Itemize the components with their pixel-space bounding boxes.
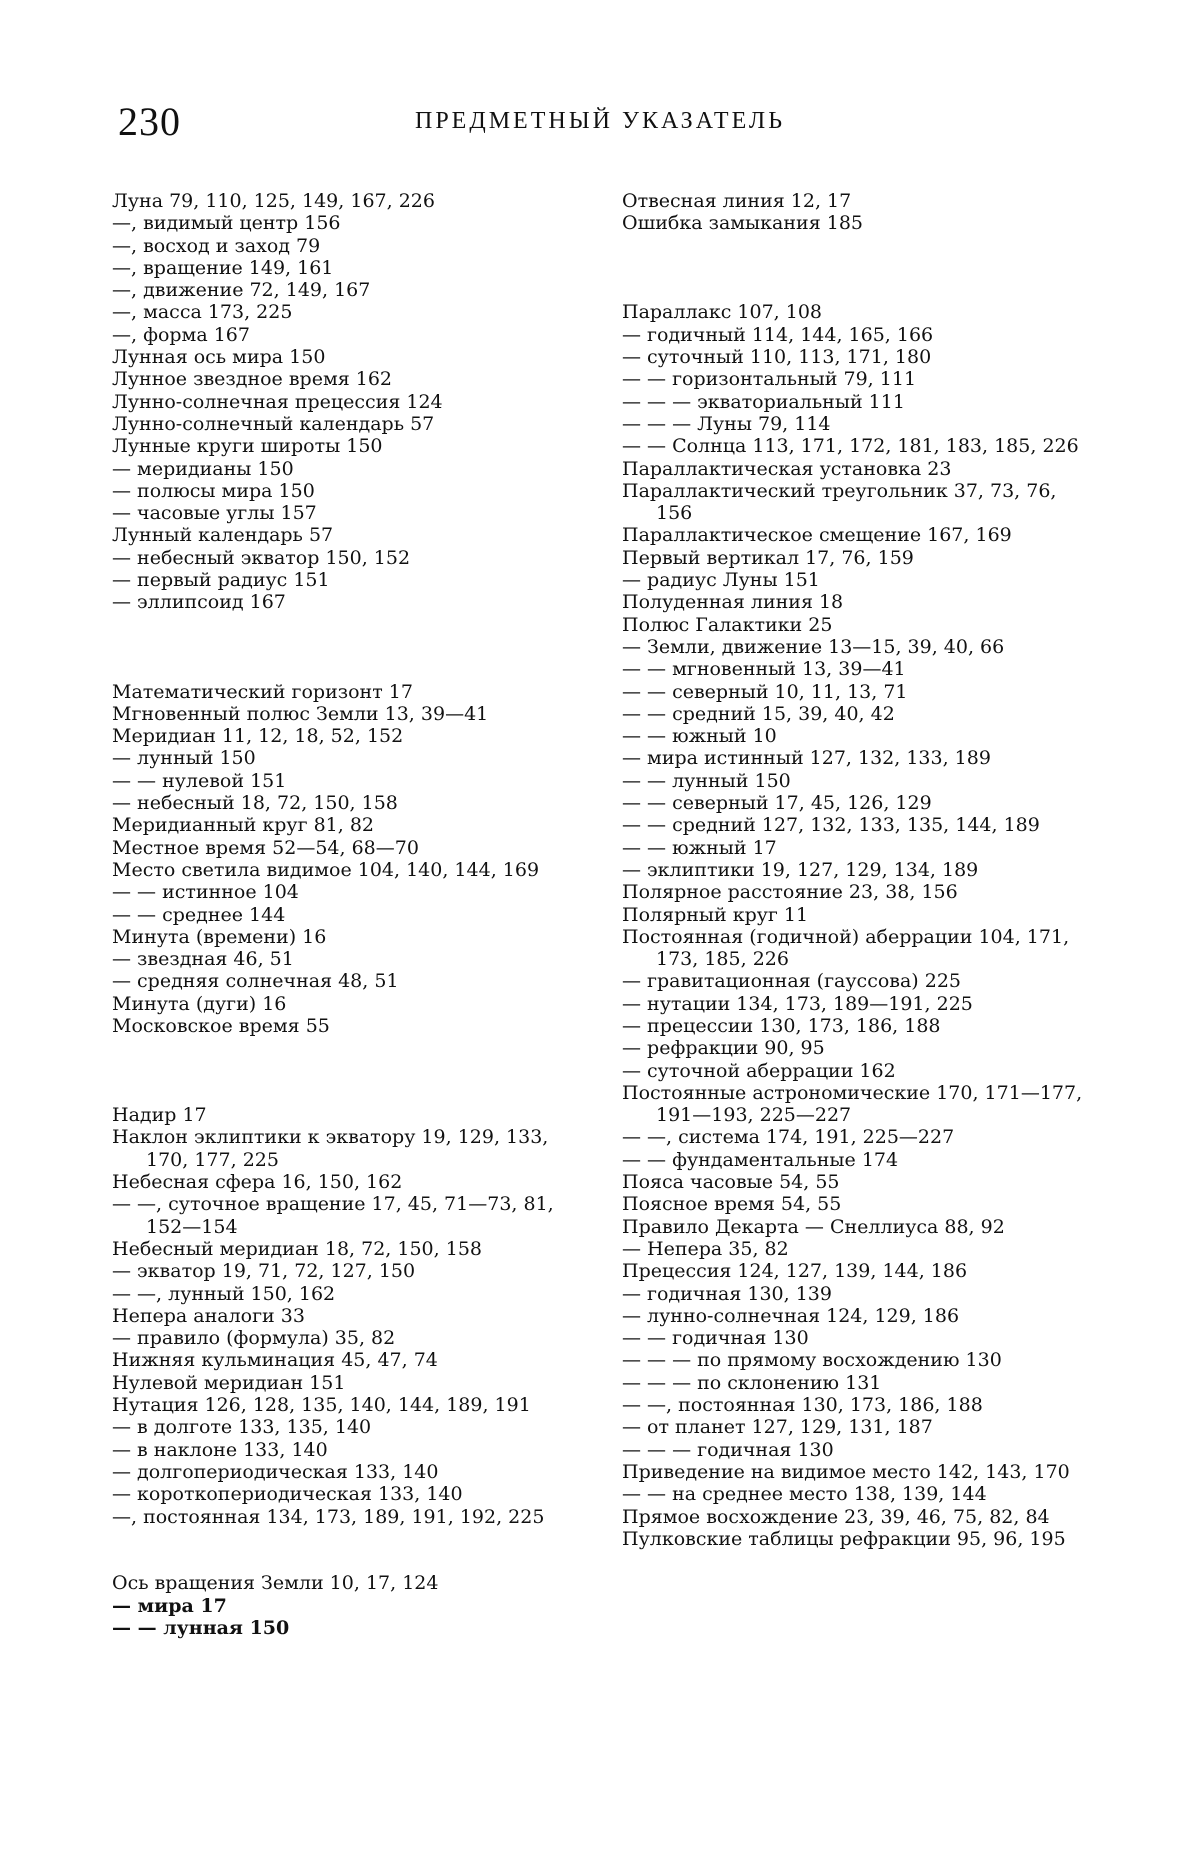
index-entry: Меридиан 11, 12, 18, 52, 152 [112,725,404,748]
index-entry: Минута (дуги) 16 [112,992,287,1015]
index-entry: —, постоянная 134, 173, 189, 191, 192, 225 [112,1505,545,1528]
index-entry: Лунный календарь 57 [112,524,334,547]
index-entry: Математический горизонт 17 [112,680,413,703]
blank-line [622,279,1092,301]
index-entry: — — южный 10 [622,725,777,748]
index-entry: — — северный 17, 45, 126, 129 [622,792,932,815]
index-entry: Мгновенный полюс Земли 13, 39—41 [112,702,489,725]
index-entry: Параллактический треугольник 37, 73, 76, 156 [622,479,1057,525]
index-entry: Пулковские таблицы рефракции 95, 96, 195 [622,1527,1066,1550]
index-entry: — — годичная 130 [622,1327,809,1350]
index-entry: Параллактическое смещение 167, 169 [622,524,1012,547]
index-entry: — — — Луны 79, 114 [622,412,831,435]
index-entry: — — — по склонению 131 [622,1371,882,1394]
index-entry: — годичный 114, 144, 165, 166 [622,323,934,346]
index-entry: — в долготе 133, 135, 140 [112,1416,372,1439]
index-entry: — —, постоянная 130, 173, 186, 188 [622,1394,983,1417]
index-entry: Минута (времени) 16 [112,925,327,948]
index-entry: Поясное время 54, 55 [622,1193,842,1216]
index-entry: —, вращение 149, 161 [112,256,334,279]
page-title: ПРЕДМЕТНЫЙ УКАЗАТЕЛЬ [414,108,785,134]
index-entry: — короткопериодическая 133, 140 [112,1483,463,1506]
index-entry: — — нулевой 151 [112,769,287,792]
index-column-left [112,190,590,1639]
index-entry: — лунный 150 [112,747,256,770]
index-entry: — мира 17 [112,1594,227,1617]
index-entry: — — истинное 104 [112,881,299,904]
index-entry: — меридианы 150 [112,457,294,480]
index-entry: — нутации 134, 173, 189—191, 225 [622,992,973,1015]
index-entry: — мира истинный 127, 132, 133, 189 [622,747,991,770]
index-entry: — прецессии 130, 173, 186, 188 [622,1014,941,1037]
index-entry: — от планет 127, 129, 131, 187 [622,1416,933,1439]
index-entry: Полуденная линия 18 [622,591,844,614]
index-entry: — долгопериодическая 133, 140 [112,1460,439,1483]
index-entry: — эклиптики 19, 127, 129, 134, 189 [622,858,979,881]
index-entry: Полярный круг 11 [622,903,809,926]
index-entry: — — на среднее место 138, 139, 144 [622,1483,987,1506]
index-entry: Постоянные астрономические 170, 171—177, 191—193, 225—227 [622,1081,1083,1127]
index-entry: — — северный 10, 11, 13, 71 [622,680,908,703]
index-entry: — Непера 35, 82 [622,1237,789,1260]
index-entry: — — средний 127, 132, 133, 135, 144, 189 [622,814,1040,837]
page-number: 230 [118,99,181,144]
index-entry: — — — по прямому восхождению 130 [622,1349,1002,1372]
index-entry: Лунно-солнечная прецессия 124 [112,390,443,413]
index-entry: Ошибка замыкания 185 [622,212,863,235]
index-entry: — первый радиус 151 [112,569,330,592]
index-entry: Пояса часовые 54, 55 [622,1171,840,1194]
index-entry: — — — годичная 130 [622,1438,834,1461]
index-entry: —, масса 173, 225 [112,301,293,324]
index-entry: — экватор 19, 71, 72, 127, 150 [112,1260,416,1283]
blank-line [112,636,590,658]
index-entry: — —, суточное вращение 17, 45, 71—73, 81, 152—154 [112,1193,554,1238]
index-entry: —, форма 167 [112,323,250,346]
index-entry: Надир 17 [112,1104,207,1127]
index-entry: — — мгновенный 13, 39—41 [622,658,906,681]
index-entry: Московское время 55 [112,1014,330,1037]
index-entry: — — горизонтальный 79, 111 [622,368,917,391]
index-entry: — часовые углы 157 [112,502,317,525]
index-entry: — звездная 46, 51 [112,948,294,971]
index-entry: Нулевой меридиан 151 [112,1371,346,1394]
index-entry: — лунно-солнечная 124, 129, 186 [622,1304,960,1327]
index-entry: Отвесная линия 12, 17 [622,190,852,212]
index-entry: Место светила видимое 104, 140, 144, 169 [112,858,540,881]
blank-line [112,1550,590,1572]
index-entry: — — фундаментальные 174 [622,1148,899,1171]
index-entry: Небесная сфера 16, 150, 162 [112,1171,403,1194]
index-entry: — — лунный 150 [622,769,791,792]
blank-line [112,1082,590,1104]
index-entry: — правило (формула) 35, 82 [112,1327,396,1350]
index-entry: —, восход и заход 79 [112,234,321,257]
index-entry: — — — экваториальный 111 [622,390,905,413]
index-entry: — суточный 110, 113, 171, 180 [622,346,932,369]
index-entry: Непера аналоги 33 [112,1304,305,1327]
index-entry: Первый вертикал 17, 76, 159 [622,546,914,569]
blank-line [112,1037,590,1059]
index-entry: — эллипсоид 167 [112,591,286,614]
index-entry: Меридианный круг 81, 82 [112,814,375,837]
index-entry: — годичная 130, 139 [622,1282,832,1305]
index-entry: — — лунная 150 [112,1617,290,1639]
index-entry: Нижняя кульминация 45, 47, 74 [112,1349,438,1372]
index-entry: Лунная ось мира 150 [112,346,326,369]
index-entry: — —, лунный 150, 162 [112,1282,336,1305]
index-entry: Ось вращения Земли 10, 17, 124 [112,1572,439,1595]
blank-line [622,257,1092,279]
index-entry: Приведение на видимое место 142, 143, 170 [622,1460,1070,1483]
index-entry: Нутация 126, 128, 135, 140, 144, 189, 191 [112,1394,531,1417]
index-entry: Местное время 52—54, 68—70 [112,836,419,859]
index-entry: — — южный 17 [622,836,777,859]
blank-line [112,614,590,636]
index-entry: Правило Декарта — Снеллиуса 88, 92 [622,1215,1005,1238]
index-entry: Прямое восхождение 23, 39, 46, 75, 82, 84 [622,1505,1050,1528]
blank-line [622,235,1092,257]
index-entry: — рефракции 90, 95 [622,1037,825,1060]
index-entry: Лунные круги широты 150 [112,435,383,458]
index-entry: Наклон эклиптики к экватору 19, 129, 133, 170, 177, 225 [112,1126,549,1171]
index-entry: —, движение 72, 149, 167 [112,279,371,302]
index-entry: — —, система 174, 191, 225—227 [622,1126,955,1149]
index-entry: Лунное звездное время 162 [112,368,393,391]
index-entry: Полярное расстояние 23, 38, 156 [622,881,958,904]
index-entry: Прецессия 124, 127, 139, 144, 186 [622,1260,968,1283]
index-entry: —, видимый центр 156 [112,212,341,235]
index-entry: — — среднее 144 [112,903,286,926]
index-entry: — радиус Луны 151 [622,569,820,592]
index-entry: — небесный 18, 72, 150, 158 [112,792,398,815]
index-entry: — в наклоне 133, 140 [112,1438,328,1461]
index-entry: — — Солнца 113, 171, 172, 181, 183, 185, 226 [622,435,1079,458]
index-entry: Луна 79, 110, 125, 149, 167, 226 [112,190,435,212]
index-entry: — гравитационная (гауссова) 225 [622,970,962,993]
index-entry: Полюс Галактики 25 [622,613,833,636]
index-entry: — средняя солнечная 48, 51 [112,970,399,993]
blank-line [112,1060,590,1082]
index-entry: Параллакс 107, 108 [622,301,823,324]
index-entry: Небесный меридиан 18, 72, 150, 158 [112,1237,482,1260]
index-entry: — Земли, движение 13—15, 39, 40, 66 [622,635,1005,658]
blank-line [112,1528,590,1550]
index-entry: — суточной аберрации 162 [622,1059,896,1082]
index-entry: Параллактическая установка 23 [622,457,952,480]
blank-line [112,658,590,680]
index-column-right [622,190,1092,1550]
index-entry: Лунно-солнечный календарь 57 [112,412,435,435]
index-entry: Постоянная (годичной) аберрации 104, 171, 173, 185, 226 [622,925,1070,971]
index-entry: — полюсы мира 150 [112,479,315,502]
index-entry: — небесный экватор 150, 152 [112,546,411,569]
index-entry: — — средний 15, 39, 40, 42 [622,702,895,725]
